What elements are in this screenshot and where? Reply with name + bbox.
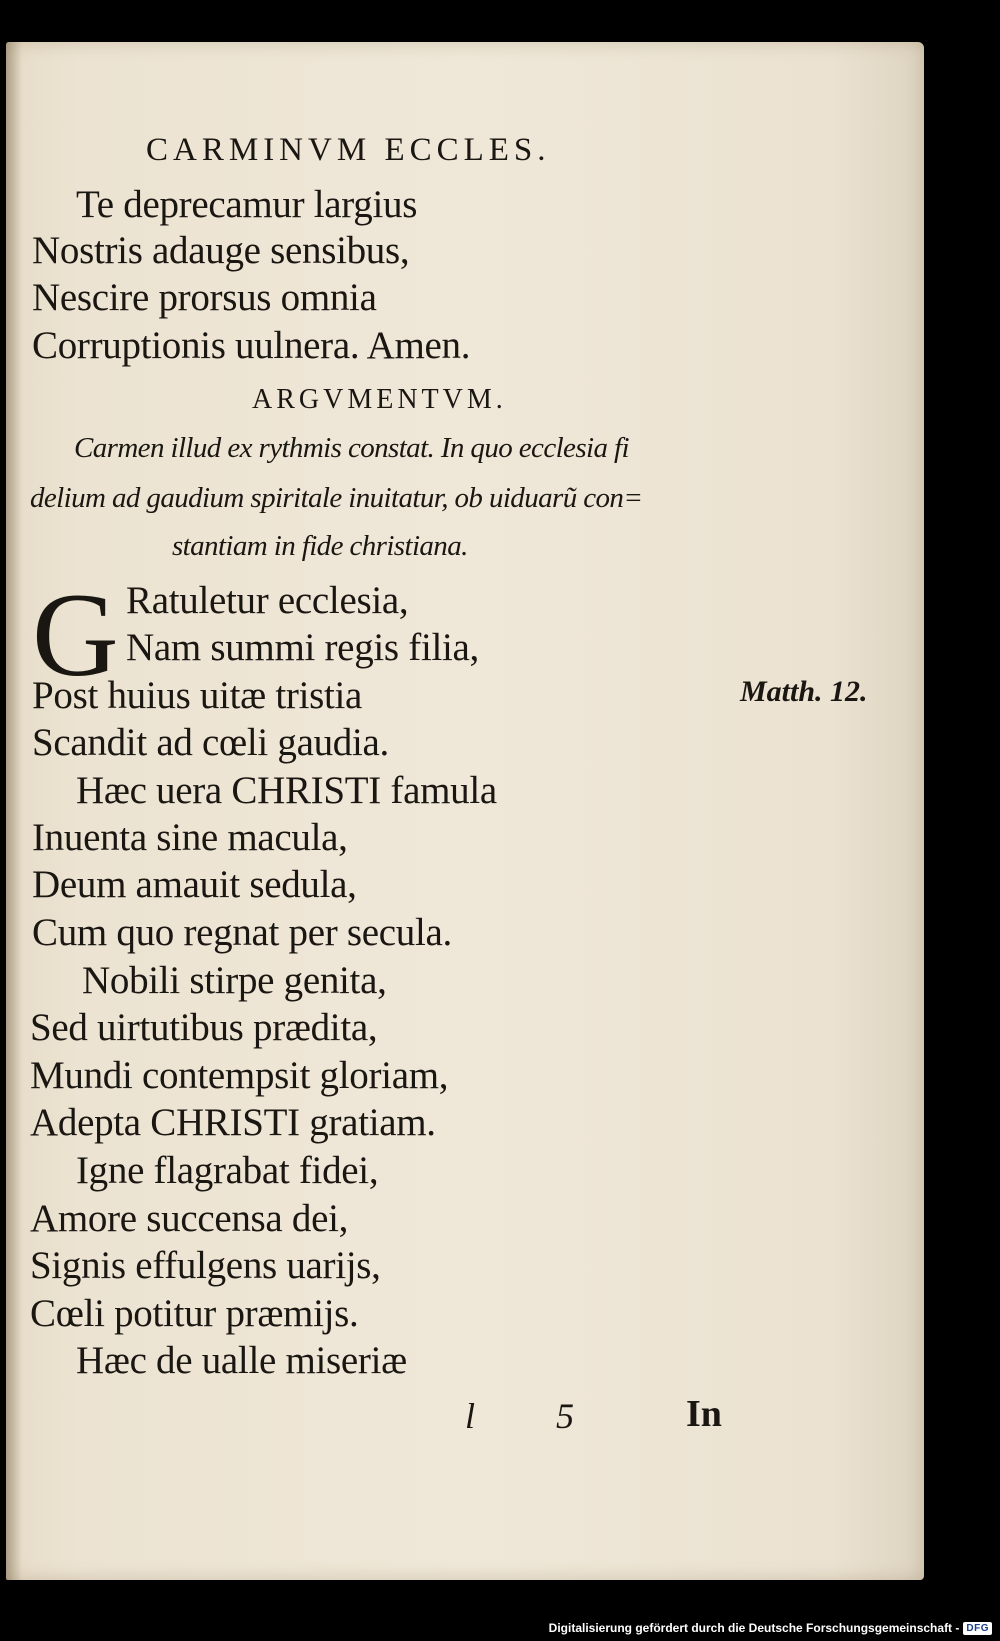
verse-line: Deum amauit sedula, [32,863,357,906]
verse-line: Inuenta sine macula, [32,816,348,859]
verse-line: Igne flagrabat fidei, [76,1149,379,1192]
catchword: In [686,1393,722,1435]
verse-line: Adepta CHRISTI gratiam. [30,1101,436,1144]
signature-mark: l 5 [465,1396,611,1436]
verse-line: Sed uirtutibus prædita, [30,1006,378,1049]
drop-cap-initial: G [32,568,119,701]
verse-line: Ratuletur ecclesia, [126,579,409,622]
argument-title: ARGVMENTVM. [252,384,507,415]
argument-line: Carmen illud ex rythmis constat. In quo ecclesia fi [74,432,629,464]
verse-line: Cum quo regnat per secula. [32,911,452,954]
marginal-note: Matth. 12. [740,675,868,708]
digitization-footer [549,1617,992,1639]
verse-line: Mundi contempsit gloriam, [30,1054,449,1097]
page-gutter-shadow [6,42,22,1580]
verse-line: Hæc de ualle miseriæ [76,1339,407,1382]
running-header: CARMINVM ECCLES. [146,132,551,168]
verse-line: Nescire prorsus omnia [32,276,377,319]
verse-line: Cœli potitur præmijs. [30,1292,359,1335]
verse-line: Post huius uitæ tristia [32,674,363,717]
argument-line: stantiam in fide christiana. [172,530,468,562]
dfg-logo: DFG [963,1622,992,1635]
verse-line: Scandit ad cœli gaudia. [32,721,389,764]
verse-line: Te deprecamur largius [76,183,418,226]
verse-line: Nostris adauge sensibus, [32,229,410,272]
argument-line: delium ad gaudium spiritale inuitatur, ob uiduarũ con= [30,482,643,514]
verse-line: Nobili stirpe genita, [82,959,387,1002]
verse-line: Amore succensa dei, [30,1197,349,1240]
verse-line: Signis effulgens uarijs, [30,1244,381,1287]
verse-line: Hæc uera CHRISTI famula [76,769,497,812]
verse-line: Corruptionis uulnera. Amen. [32,324,471,367]
footer-text: Digitalisierung gefördert durch die Deutsche Forschungsgemeinschaft - [548,1621,960,1635]
verse-line: Nam summi regis filia, [126,626,480,669]
